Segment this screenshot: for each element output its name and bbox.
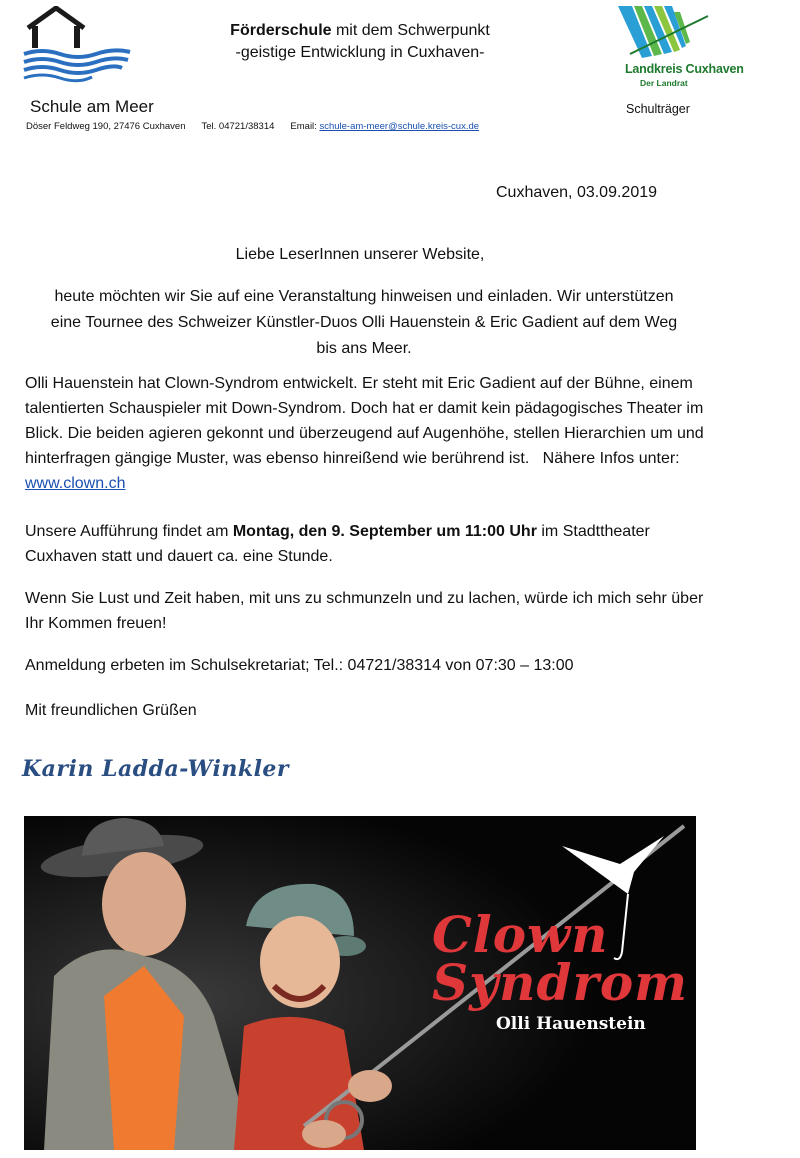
phone: Tel. 04721/38314 <box>201 121 275 132</box>
poster-artist: Olli Hauenstein <box>496 1014 646 1034</box>
school-board-label: Schulträger <box>626 102 690 116</box>
poster-title-line2: Syndrom <box>432 953 689 1012</box>
greeting: Liebe LeserInnen unserer Website, <box>235 246 485 263</box>
address: Döser Feldweg 190, 27476 Cuxhaven <box>26 121 186 132</box>
district-subtitle: Der Landrat <box>640 78 688 88</box>
signature: Karin Ladda-Winkler <box>22 756 290 782</box>
title-line2: -geistige Entwicklung in Cuxhaven- <box>235 44 485 61</box>
invitation-paragraph: Wenn Sie Lust und Zeit haben, mit uns zu schmunzeln und zu lachen, würde ich mich sehr über Ihr Kommen freuen! <box>25 590 704 632</box>
closing: Mit freundlichen Grüßen <box>25 702 197 719</box>
event-date-time: Montag, den 9. September um 11:00 Uhr <box>232 523 537 540</box>
title-rest: mit dem Schwerpunkt <box>331 22 490 39</box>
event-suffix: im Stadttheater Cuxhaven statt und dauert ca. eine Stunde. <box>25 523 650 565</box>
school-type-heading <box>150 20 570 64</box>
district-stripes-icon <box>612 6 760 62</box>
school-name: Schule am Meer <box>30 97 154 116</box>
event-paragraph <box>25 519 705 569</box>
info-prefix: Nähere Infos unter: <box>542 450 680 467</box>
intro-paragraph: heute möchten wir Sie auf eine Veranstaltung hinweisen und einladen. Wir unterstützen eine Tournee des Schweizer Künstler-Duos Olli Hauenstein & Eric Gadient auf dem Weg bis ans Meer. <box>50 288 678 357</box>
house-waves-icon <box>22 6 134 84</box>
title-bold: Förderschule <box>230 22 332 39</box>
email-label: Email: <box>290 121 317 132</box>
poster-title-line1: Clown <box>432 905 609 964</box>
clown-website-link[interactable]: www.clown.ch <box>25 475 126 492</box>
description-paragraph <box>25 371 705 496</box>
district-name: Landkreis Cuxhaven <box>625 62 744 76</box>
email-link[interactable]: schule-am-meer@schule.kreis-cux.de <box>319 121 480 132</box>
registration-paragraph: Anmeldung erbeten im Schulsekretariat; Tel.: 04721/38314 von 07:30 – 13:00 <box>25 657 574 674</box>
event-prefix: Unsere Aufführung findet am <box>25 523 229 540</box>
school-logo <box>22 6 134 84</box>
letter-date: Cuxhaven, 03.09.2019 <box>496 184 658 201</box>
description-text: Olli Hauenstein hat Clown-Syndrom entwickelt. Er steht mit Eric Gadient auf der Bühne, einem talentierten Schauspieler mit Down-Syndrom. Doch hat er damit kein pädagogisches Theater im Blick. Die beiden agieren gekonnt und überzeugend auf Augenhöhe, stellen Hierarchien um und hinterfragen gängige Muster, was ebenso hinreißend wie berührend ist. <box>25 375 704 467</box>
contact-line <box>26 121 479 132</box>
